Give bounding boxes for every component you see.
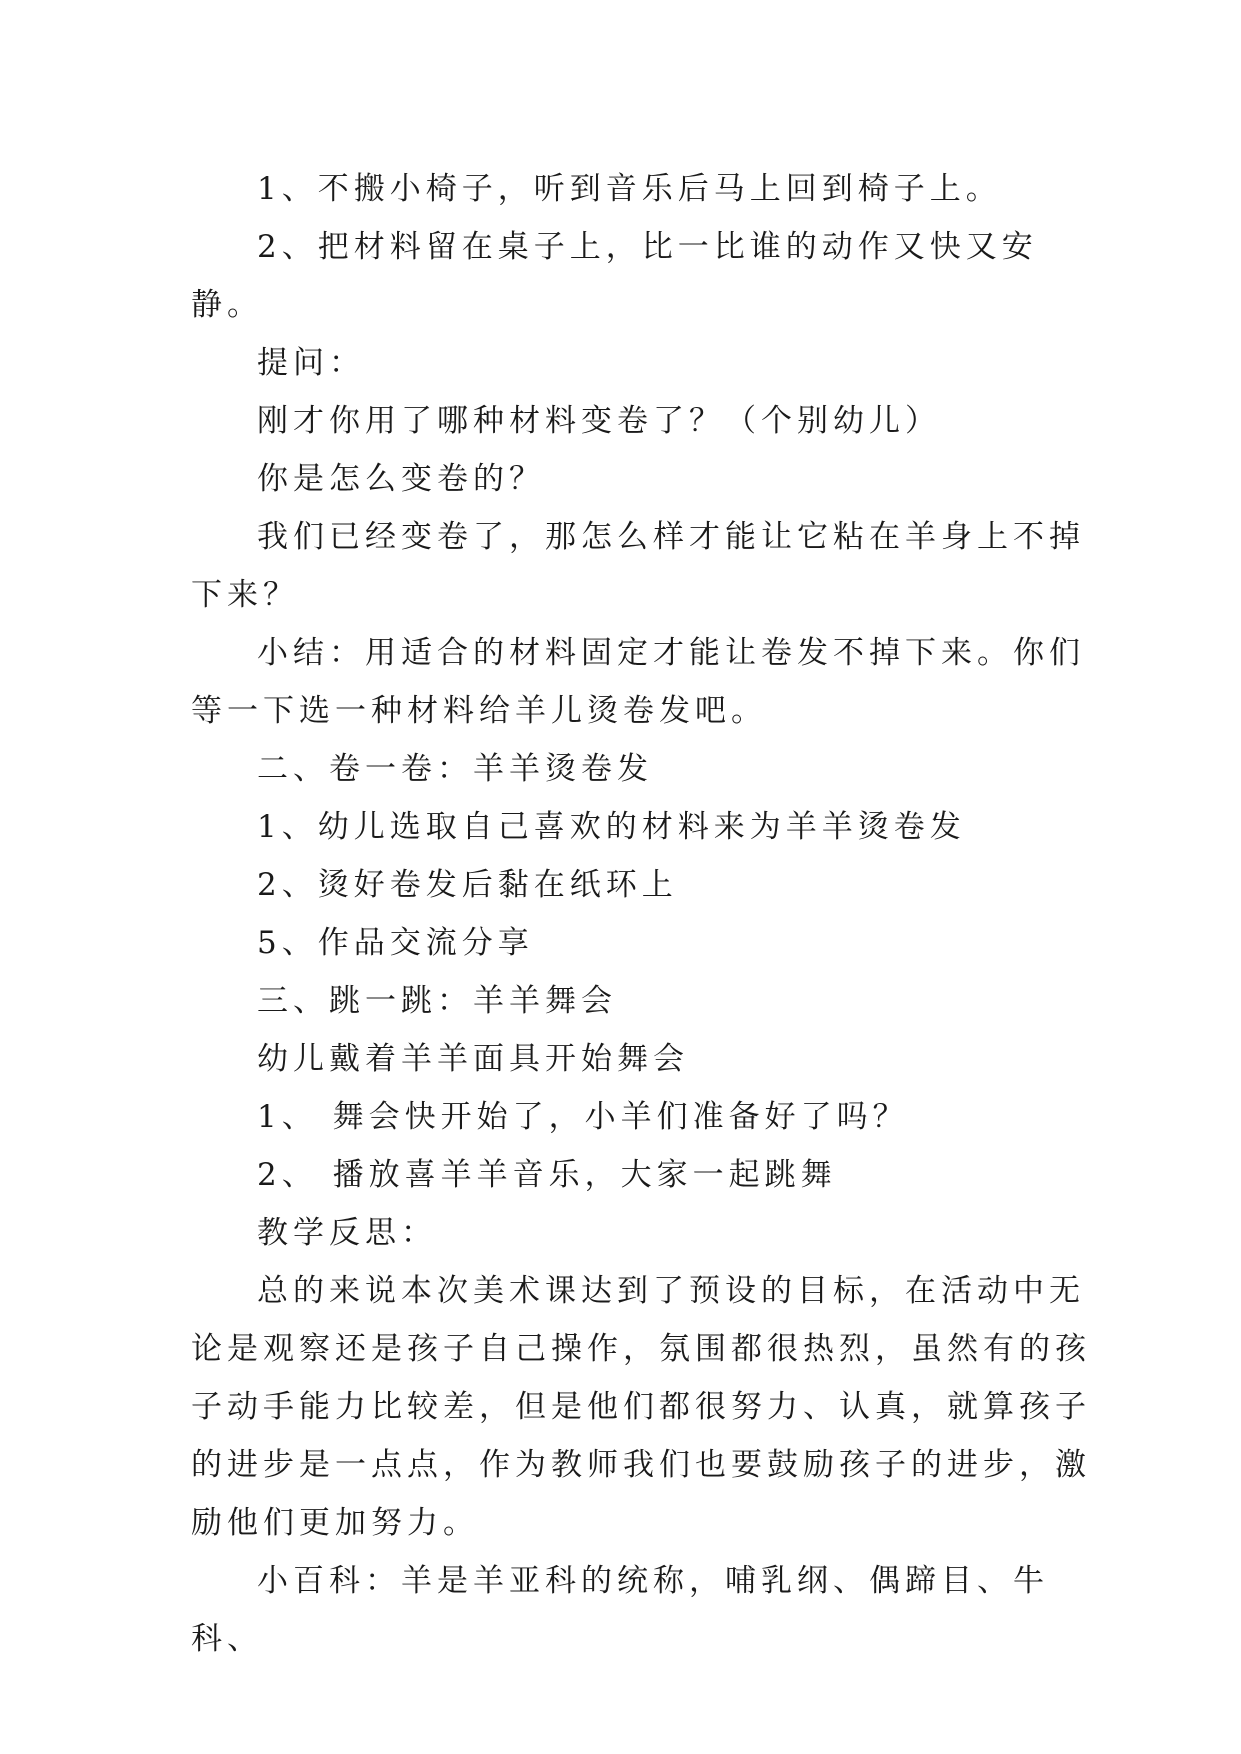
paragraph-reflection: 总的来说本次美术课达到了预设的目标，在活动中无论是观察还是孩子自己操作，氛围都很热烈，虽然有的孩子动手能力比较差，但是他们都很努力、认真，就算孩子的进步是一点点，作为教师我们也要鼓励孩子的进步，激励他们更加努力。 bbox=[191, 1273, 1091, 1541]
paragraph-question-heading: 提问： bbox=[257, 345, 365, 381]
section-heading-2: 二、卷一卷：羊羊烫卷发 bbox=[257, 751, 653, 787]
paragraph-dance-intro: 幼儿戴着羊羊面具开始舞会 bbox=[257, 1041, 689, 1077]
paragraph-step-1: 1、幼儿选取自己喜欢的材料来为羊羊烫卷发 bbox=[257, 809, 966, 845]
paragraph-rule-1: 1、不搬小椅子，听到音乐后马上回到椅子上。 bbox=[257, 171, 1002, 207]
reflection-heading: 教学反思： bbox=[257, 1215, 437, 1251]
paragraph-dance-1: 1、 舞会快开始了，小羊们准备好了吗？ bbox=[257, 1099, 909, 1135]
paragraph-question-1: 刚才你用了哪种材料变卷了？（个别幼儿） bbox=[257, 403, 941, 439]
section-heading-3: 三、跳一跳：羊羊舞会 bbox=[257, 983, 617, 1019]
paragraph-question-3: 我们已经变卷了，那怎么样才能让它粘在羊身上不掉下来？ bbox=[191, 519, 1085, 613]
paragraph-step-2: 2、烫好卷发后黏在纸环上 bbox=[257, 867, 678, 903]
paragraph-summary: 小结：用适合的材料固定才能让卷发不掉下来。你们等一下选一种材料给羊儿烫卷发吧。 bbox=[191, 635, 1085, 729]
paragraph-step-5: 5、作品交流分享 bbox=[257, 925, 534, 961]
paragraph-question-2: 你是怎么变卷的？ bbox=[257, 461, 545, 497]
paragraph-encyclopedia: 小百科：羊是羊亚科的统称，哺乳纲、偶蹄目、牛科、 bbox=[191, 1563, 1049, 1657]
paragraph-dance-2: 2、 播放喜羊羊音乐，大家一起跳舞 bbox=[257, 1157, 837, 1193]
paragraph-rule-2: 2、把材料留在桌子上，比一比谁的动作又快又安静。 bbox=[191, 229, 1038, 323]
document-body bbox=[191, 160, 1091, 1668]
